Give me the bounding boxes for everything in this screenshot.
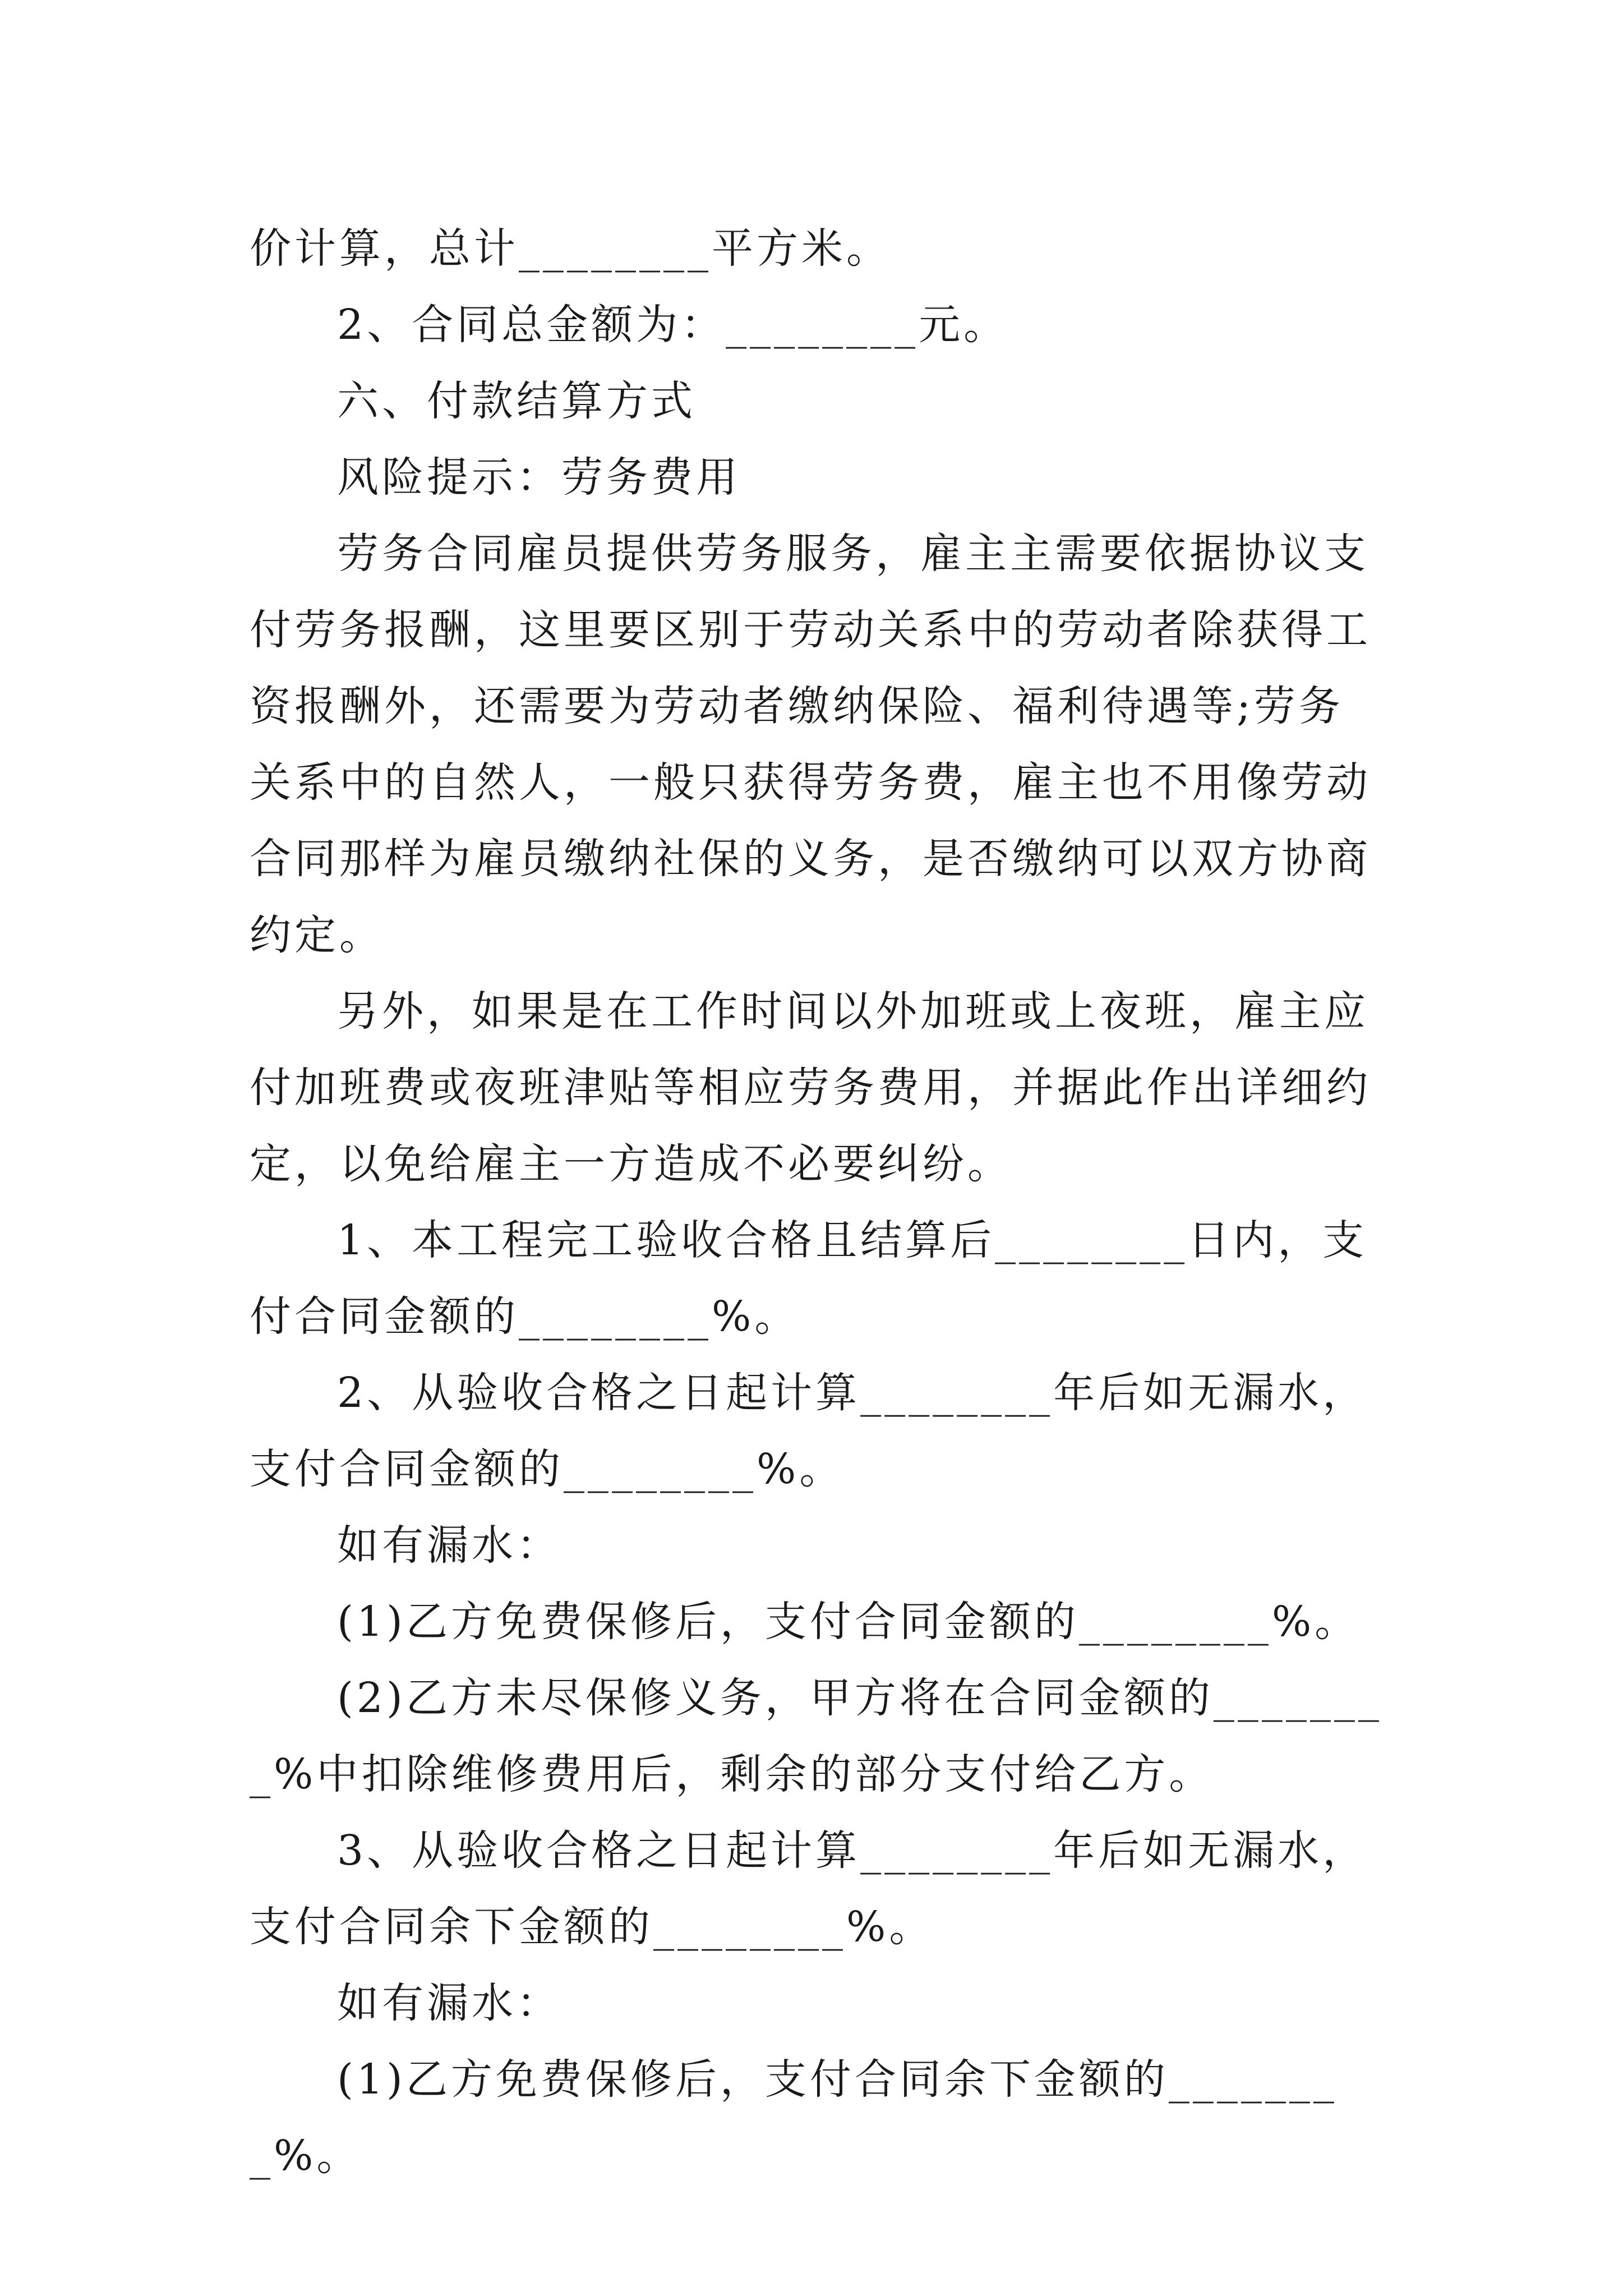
section-heading-payment-settlement: 六、付款结算方式 bbox=[337, 377, 696, 425]
paragraph-payment-clause-3: 3、从验收合格之日起计算________年后如无漏水，支付合同余下金额的________%。 bbox=[250, 1826, 1368, 1951]
paragraph-risk-text-1: 劳务合同雇员提供劳务服务，雇主主需要依据协议支付劳务报酬，这里要区别于劳动关系中的劳动者除获得工资报酬外，还需要为劳动者缴纳保险、福利待遇等;劳务关系中的自然人，一般只获得劳务费，雇主也不用像劳动合同那样为雇员缴纳社保的义务，是否缴纳可以双方协商约定。 bbox=[250, 530, 1371, 959]
paragraph-leak-clause-2-1: (1)乙方免费保修后，支付合同余下金额的________%。 bbox=[250, 2055, 1338, 2180]
paragraph-area-total: 价计算，总计________平方米。 bbox=[250, 224, 891, 273]
paragraph-payment-clause-2: 2、从验收合格之日起计算________年后如无漏水，支付合同金额的________%。 bbox=[250, 1369, 1368, 1493]
paragraph-payment-clause-1: 1、本工程完工验收合格且结算后________日内，支付合同金额的________%。 bbox=[250, 1216, 1368, 1341]
risk-warning-heading: 风险提示：劳务费用 bbox=[337, 453, 741, 501]
paragraph-leak-clause-1-1: (1)乙方免费保修后，支付合同金额的________%。 bbox=[337, 1598, 1360, 1646]
paragraph-leak-heading-1: 如有漏水： bbox=[337, 1521, 561, 1570]
paragraph-total-amount: 2、合同总金额为：________元。 bbox=[337, 301, 1009, 349]
paragraph-leak-heading-2: 如有漏水： bbox=[337, 1979, 561, 2027]
document-body bbox=[250, 210, 1385, 2194]
paragraph-leak-clause-1-2: (2)乙方未尽保修义务，甲方将在合同金额的________%中扣除维修费用后，剩余的部分支付给乙方。 bbox=[250, 1674, 1382, 1798]
paragraph-risk-text-2: 另外，如果是在工作时间以外加班或上夜班，雇主应付加班费或夜班津贴等相应劳务费用，并据此作出详细约定，以免给雇主一方造成不必要纠纷。 bbox=[250, 987, 1371, 1188]
